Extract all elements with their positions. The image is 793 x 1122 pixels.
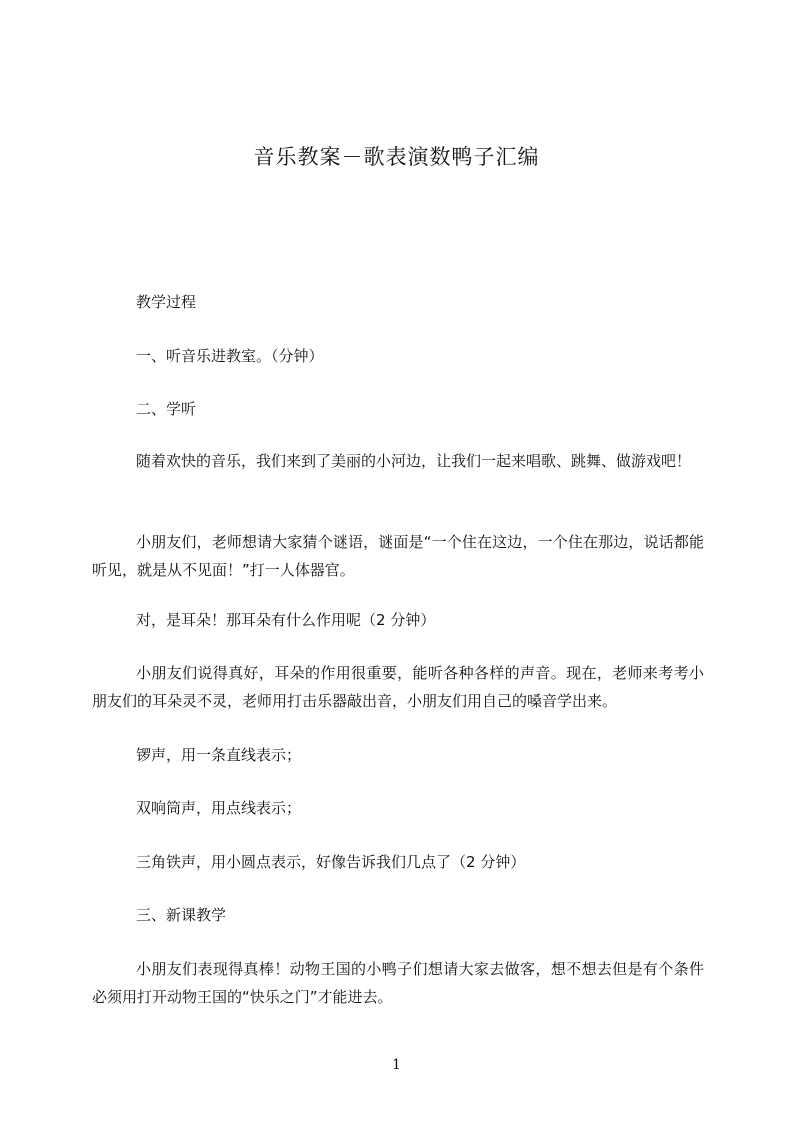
paragraph-triangle: 三角铁声，用小圆点表示，好像告诉我们几点了（2 分钟） (136, 853, 526, 871)
paragraph-teaching-process: 教学过程 (136, 293, 197, 311)
paragraph-gong: 锣声，用一条直线表示； (136, 746, 302, 764)
paragraph-section-2: 二、学听 (136, 400, 197, 418)
paragraph-sounds: 小朋友们说得真好，耳朵的作用很重要，能听各种各样的声音。现在，老师来考考小朋友们的耳朵灵不灵，老师用打击乐器敲出音，小朋友们用自己的嗓音学出来。 (92, 664, 704, 710)
paragraph-section-3: 三、新课教学 (136, 906, 227, 924)
paragraph-section-1: 一、听音乐进教室。（分钟） (136, 347, 324, 365)
paragraph-riddle: 小朋友们，老师想请大家猜个谜语，谜面是“一个住在这边，一个住在那边，说话都能听见，就是从不见面！”打一人体器官。 (92, 533, 704, 579)
paragraph-new-lesson: 小朋友们表现得真棒！动物王国的小鸭子们想请大家去做客，想不想去但是有个条件必须用打开动物王国的“快乐之门”才能进去。 (92, 960, 704, 1006)
paragraph-ears: 对，是耳朵！那耳朵有什么作用呢（2 分钟） (136, 611, 436, 629)
document-title: 音乐教案－歌表演数鸭子汇编 (253, 145, 540, 169)
paragraph-tube: 双响筒声，用点线表示； (136, 799, 302, 817)
paragraph-intro: 随着欢快的音乐，我们来到了美丽的小河边，让我们一起来唱歌、跳舞、做游戏吧！ (136, 452, 692, 470)
page-number: 1 (392, 1057, 401, 1073)
